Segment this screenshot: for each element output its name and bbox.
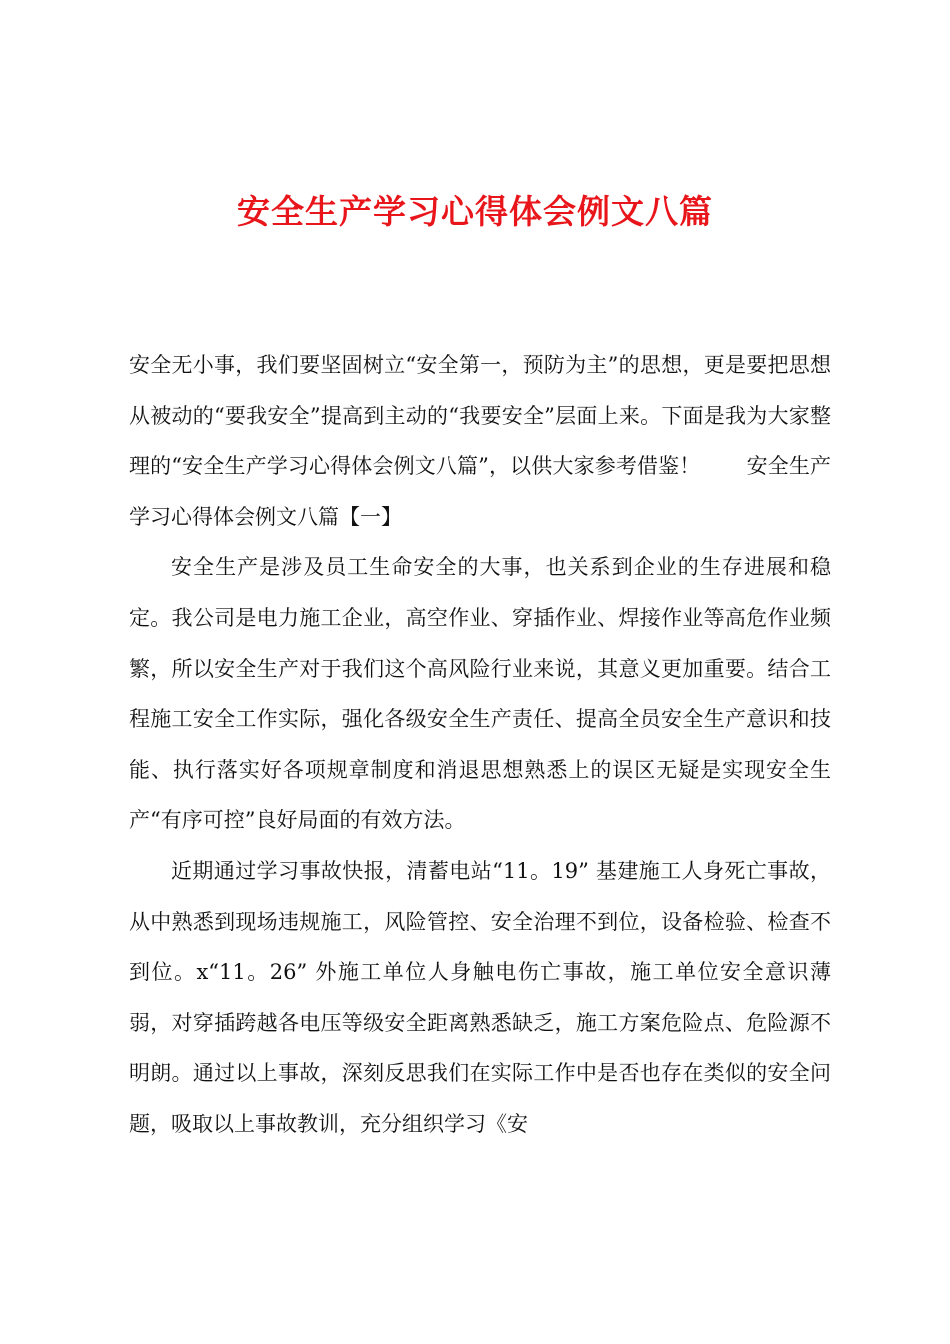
- intro-paragraph: [129, 340, 831, 542]
- intro-text: 安全无小事，我们要坚固树立“安全第一，预防为主”的思想，更是要把思想从被动的“要我安全”提高到主动的“我要安全”层面上来。下面是我为大家整理的“安全生产学习心得体会例文八篇”，以供大家参考借鉴！: [129, 353, 831, 479]
- document-title: 安全生产学习心得体会例文八篇: [237, 192, 713, 231]
- body-paragraph: 安全生产是涉及员工生命安全的大事，也关系到企业的生存进展和稳定。我公司是电力施工企业，高空作业、穿插作业、焊接作业等高危作业频繁，所以安全生产对于我们这个高风险行业来说，其意义更加重要。结合工程施工安全工作实际，强化各级安全生产责任、提高全员安全生产意识和技能、执行落实好各项规章制度和消退思想熟悉上的误区无疑是实现安全生产“有序可控”良好局面的有效方法。: [129, 555, 831, 833]
- body-paragraph: 近期通过学习事故快报，清蓄电站“11。19” 基建施工人身死亡事故，从中熟悉到现场违规施工，风险管控、安全治理不到位，设备检验、检查不到位。x“11。26” 外施工单位人身触电伤亡事故，施工单位安全意识薄弱，对穿插跨越各电压等级安全距离熟悉缺乏，施工方案危险点、危险源不明朗。通过以上事故，深刻反思我们在实际工作中是否也存在类似的安全问题，吸取以上事故教训，充分组织学习《安: [129, 858, 831, 1136]
- section-heading: 安全生产学习心得体会例文八篇【一】: [129, 454, 831, 529]
- document-body: [129, 340, 831, 1150]
